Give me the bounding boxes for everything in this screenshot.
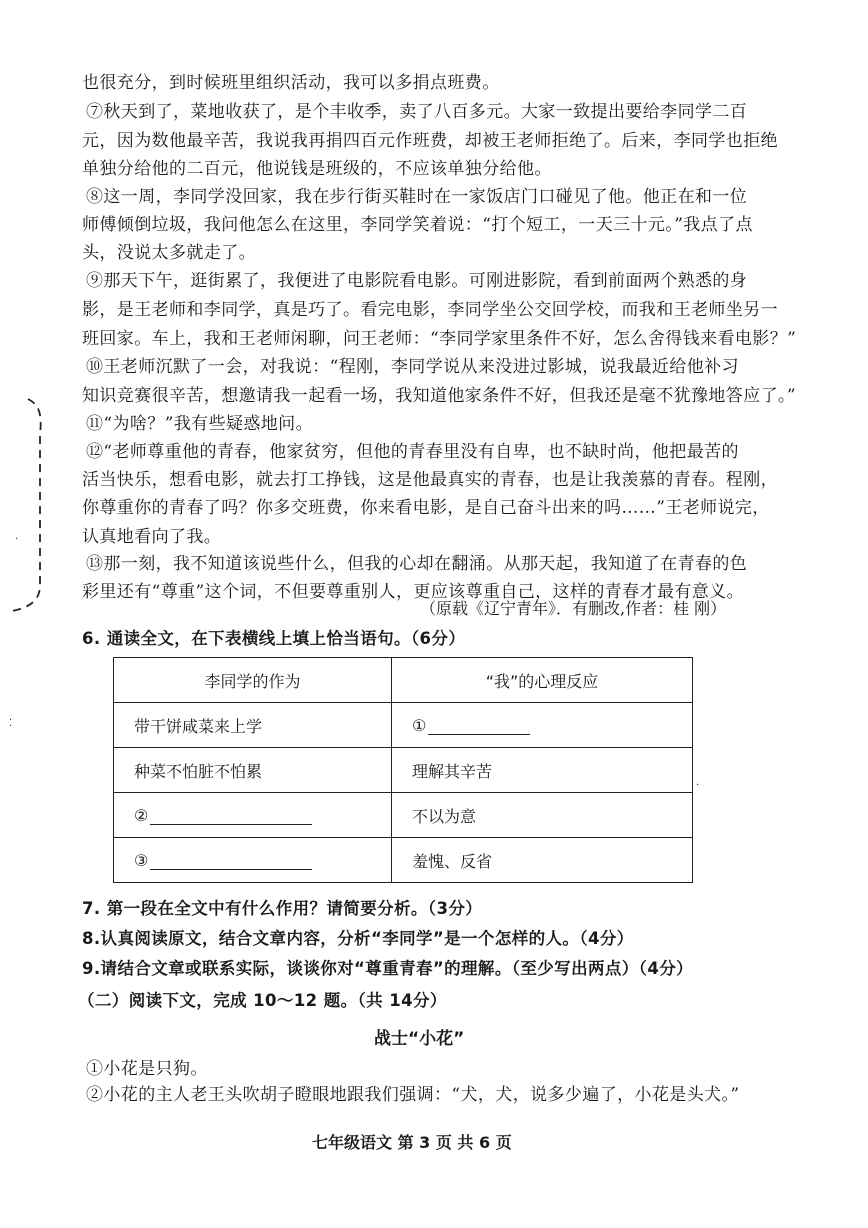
table-cell: 不以为意 <box>392 793 693 838</box>
paragraph-line: 头，没说太多就走了。 <box>82 243 256 263</box>
blank-marker: ① <box>412 716 427 735</box>
paragraph-line: 也很充分，到时候班里组织活动，我可以多捐点班费。 <box>82 73 500 93</box>
paragraph-line: 元，因为数他最辛苦，我说我再捐四百元作班费，却被王老师拒绝了。后来，李同学也拒绝 <box>82 131 778 151</box>
paragraph-line: ⑩王老师沉默了一会，对我说：“程刚，李同学说从来没进过影城，说我最近给他补习 <box>86 357 739 377</box>
table-row <box>114 838 693 883</box>
table-header: “我”的心理反应 <box>392 658 693 703</box>
paragraph-line: ①小花是只狗。 <box>86 1059 208 1079</box>
paragraph-line: ⑧这一周，李同学没回家，我在步行街买鞋时在一家饭店门口碰见了他。他正在和一位 <box>86 187 748 207</box>
table-header-row <box>114 658 693 703</box>
page-footer: 七年级语文 第 3 页 共 6 页 <box>312 1133 512 1152</box>
paragraph-line: ⑦秋天到了，菜地收获了，是个丰收季，卖了八百多元。大家一致提出要给李同学二百 <box>86 102 748 122</box>
table-cell: 带干饼咸菜来上学 <box>114 703 392 748</box>
answer-blank-1[interactable] <box>428 715 530 735</box>
paragraph-line: ⑪“为啥？”我有些疑惑地问。 <box>86 414 313 434</box>
table-cell: 理解其辛苦 <box>392 748 693 793</box>
margin-mark: ⁚ <box>9 718 13 729</box>
paragraph-line: 你尊重你的青春了吗？你多交班费，你来看电影，是自己奋斗出来的吗……”王老师说完， <box>82 498 770 518</box>
source-citation: （原载《辽宁青年》．有删改,作者：桂 刚） <box>420 599 727 618</box>
question-9: 9.请结合文章或联系实际，谈谈你对“尊重青春”的理解。（至少写出两点）（4分） <box>82 959 694 978</box>
answer-blank-3[interactable] <box>150 850 312 870</box>
margin-dot: · <box>696 780 700 791</box>
section-heading: （二）阅读下文，完成 10～12 题。（共 14分） <box>78 991 447 1010</box>
paragraph-line: ⑫“老师尊重他的青春，他家贫穷，但他的青春里没有自卑，也不缺时尚，他把最苦的 <box>86 442 739 462</box>
passage-title: 战士“小花” <box>374 1029 465 1049</box>
table-row <box>114 793 693 838</box>
paragraph-line: 知识竞赛很辛苦，想邀请我一起看一场，我知道他家条件不好，但我还是毫不犹豫地答应了。” <box>82 386 796 406</box>
binding-line <box>6 395 46 615</box>
table-row <box>114 703 693 748</box>
question-8: 8.认真阅读原文，结合文章内容，分析“李同学”是一个怎样的人。（4分） <box>82 929 634 948</box>
answer-table <box>113 657 693 883</box>
table-cell <box>114 793 392 838</box>
paragraph-line: 彩里还有“尊重”这个词，不但要尊重别人，更应该尊重自己，这样的青春才最有意义。 <box>82 582 744 602</box>
question-7: 7. 第一段在全文中有什么作用？请简要分析。（3分） <box>82 899 483 918</box>
paragraph-line: ⑬那一刻，我不知道该说些什么，但我的心却在翻涌。从那天起，我知道了在青春的色 <box>86 554 748 574</box>
table-header: 李同学的作为 <box>114 658 392 703</box>
margin-dot: · <box>15 534 19 545</box>
question-6: 6. 通读全文，在下表横线上填上恰当语句。（6分） <box>82 629 466 648</box>
paragraph-line: 认真地看向了我。 <box>82 527 222 547</box>
table-cell: 羞愧、反省 <box>392 838 693 883</box>
table-cell <box>114 838 392 883</box>
table-cell: 种菜不怕脏不怕累 <box>114 748 392 793</box>
blank-marker: ② <box>134 806 149 825</box>
paragraph-line: 师傅倾倒垃圾，我问他怎么在这里，李同学笑着说：“打个短工，一天三十元。”我点了点 <box>82 215 753 235</box>
table-row <box>114 748 693 793</box>
paragraph-line: 班回家。车上，我和王老师闲聊，问王老师：“李同学家里条件不好，怎么舍得钱来看电影？” <box>82 329 797 349</box>
paragraph-line: 影，是王老师和李同学，真是巧了。看完电影，李同学坐公交回学校，而我和王老师坐另一 <box>82 300 778 320</box>
paragraph-line: ②小花的主人老王头吹胡子瞪眼地跟我们强调：“犬，犬，说多少遍了，小花是头犬。” <box>86 1085 740 1105</box>
paragraph-line: ⑨那天下午，逛街累了，我便进了电影院看电影。可刚进影院，看到前面两个熟悉的身 <box>86 271 748 291</box>
paragraph-line: 单独分给他的二百元，他说钱是班级的，不应该单独分给他。 <box>82 159 552 179</box>
answer-blank-2[interactable] <box>150 805 312 825</box>
table-cell <box>392 703 693 748</box>
blank-marker: ③ <box>134 851 149 870</box>
paragraph-line: 活当快乐，想看电影，就去打工挣钱，这是他最真实的青春，也是让我羡慕的青春。程刚， <box>82 470 778 490</box>
